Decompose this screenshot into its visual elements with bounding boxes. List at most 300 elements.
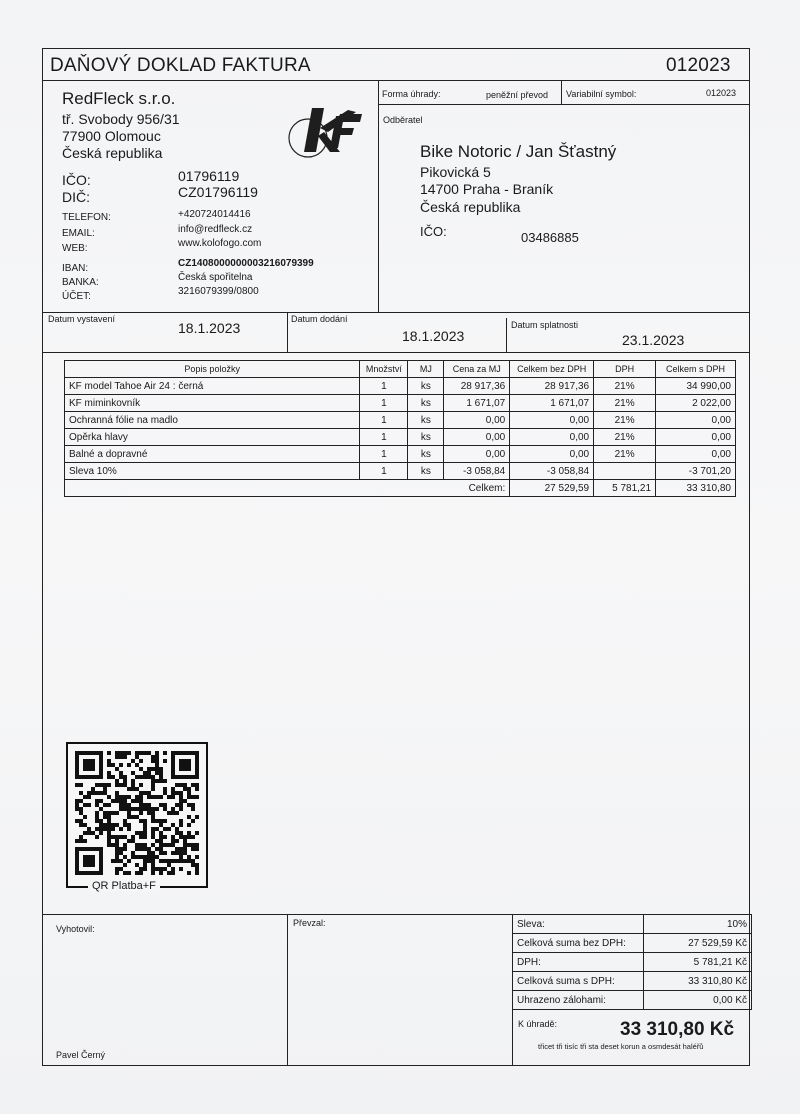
qr-module xyxy=(127,787,131,791)
item-unit: ks xyxy=(408,429,444,446)
qr-module xyxy=(175,847,179,851)
qr-module xyxy=(123,843,127,847)
qr-module xyxy=(119,859,123,863)
payment-method: peněžní převod xyxy=(486,90,549,100)
qr-module xyxy=(175,839,179,843)
qr-module xyxy=(103,791,107,795)
item-total-with-vat: -3 701,20 xyxy=(656,463,736,480)
qr-module xyxy=(183,799,187,803)
qr-module xyxy=(195,871,199,875)
header-total-with-vat: Celkem s DPH xyxy=(656,361,736,378)
qr-module xyxy=(127,795,131,799)
qr-module xyxy=(179,835,183,839)
qr-module xyxy=(143,831,147,835)
qr-module xyxy=(103,827,107,831)
qr-module xyxy=(147,791,151,795)
qr-module xyxy=(119,763,123,767)
qr-module xyxy=(183,783,187,787)
qr-module xyxy=(119,827,123,831)
qr-module xyxy=(151,831,155,835)
qr-module xyxy=(183,835,187,839)
summary-table xyxy=(512,914,752,1010)
qr-module xyxy=(159,831,163,835)
qr-module xyxy=(111,799,115,803)
qr-module xyxy=(187,843,191,847)
qr-module xyxy=(195,815,199,819)
seller-web: www.kolofogo.com xyxy=(178,238,262,249)
qr-module xyxy=(135,847,139,851)
qr-module xyxy=(147,847,151,851)
qr-module xyxy=(123,871,127,875)
qr-module xyxy=(139,855,143,859)
qr-module xyxy=(91,831,95,835)
qr-module xyxy=(123,847,127,851)
qr-module xyxy=(127,871,131,875)
qr-module xyxy=(95,799,99,803)
qr-module xyxy=(195,787,199,791)
item-total-with-vat: 0,00 xyxy=(656,412,736,429)
qr-module xyxy=(175,783,179,787)
qr-module xyxy=(99,819,103,823)
item-quantity: 1 xyxy=(360,429,408,446)
deposits-label: Uhrazeno zálohami: xyxy=(513,991,644,1010)
with-vat-label: Celková suma s DPH: xyxy=(513,972,644,991)
qr-module xyxy=(123,807,127,811)
seller-ico-label: IČO: xyxy=(62,172,91,188)
qr-module xyxy=(115,791,119,795)
qr-module xyxy=(147,751,151,755)
qr-module xyxy=(111,763,115,767)
qr-module xyxy=(107,823,111,827)
qr-module xyxy=(135,863,139,867)
qr-module xyxy=(123,799,127,803)
qr-module xyxy=(143,855,147,859)
qr-module xyxy=(135,775,139,779)
qr-module xyxy=(167,843,171,847)
qr-module xyxy=(119,775,123,779)
qr-module xyxy=(155,795,159,799)
qr-module xyxy=(95,811,99,815)
qr-module xyxy=(179,783,183,787)
to-pay-in-words: třicet tři tisíc tři sta deset korun a osmdesát haléřů xyxy=(538,1042,704,1051)
buyer-name: Bike Notoric / Jan Šťastný xyxy=(420,142,617,161)
qr-module xyxy=(99,799,103,803)
table-row xyxy=(65,463,736,480)
item-unit-price: -3 058,84 xyxy=(444,463,510,480)
qr-module xyxy=(107,843,111,847)
qr-module xyxy=(171,867,175,871)
item-unit: ks xyxy=(408,378,444,395)
qr-module xyxy=(99,827,103,831)
item-unit-price: 28 917,36 xyxy=(444,378,510,395)
item-unit-price: 1 671,07 xyxy=(444,395,510,412)
item-quantity: 1 xyxy=(360,463,408,480)
qr-module xyxy=(115,779,119,783)
qr-module xyxy=(187,795,191,799)
table-row xyxy=(65,429,736,446)
qr-module xyxy=(143,771,147,775)
qr-module xyxy=(107,815,111,819)
dates-bottom-divider xyxy=(42,352,750,353)
qr-module xyxy=(115,851,119,855)
qr-module xyxy=(123,835,127,839)
qr-module xyxy=(191,783,195,787)
qr-module xyxy=(111,823,115,827)
qr-module xyxy=(99,783,103,787)
header-unit-price: Cena za MJ xyxy=(444,361,510,378)
qr-module xyxy=(119,751,123,755)
item-description: Ochranná fólie na madlo xyxy=(65,412,360,429)
qr-module xyxy=(151,859,155,863)
qr-module xyxy=(139,783,143,787)
qr-module xyxy=(99,807,103,811)
qr-module xyxy=(139,751,143,755)
table-row xyxy=(65,412,736,429)
qr-module xyxy=(139,819,143,823)
qr-module xyxy=(107,763,111,767)
item-total-with-vat: 0,00 xyxy=(656,446,736,463)
items-total-vat: 5 781,21 xyxy=(594,480,656,497)
qr-module xyxy=(151,843,155,847)
qr-module xyxy=(171,807,175,811)
qr-module xyxy=(107,839,111,843)
qr-module xyxy=(163,851,167,855)
seller-email: info@redfleck.cz xyxy=(178,224,253,235)
qr-module xyxy=(151,851,155,855)
qr-module xyxy=(87,831,91,835)
qr-module xyxy=(131,771,135,775)
qr-module xyxy=(79,839,83,843)
item-total-without-vat: 0,00 xyxy=(510,446,594,463)
qr-module xyxy=(159,771,163,775)
qr-module xyxy=(187,835,191,839)
items-total-without-vat: 27 529,59 xyxy=(510,480,594,497)
qr-finder-center xyxy=(83,855,95,867)
item-description: Opěrka hlavy xyxy=(65,429,360,446)
company-logo xyxy=(286,104,366,162)
qr-module xyxy=(115,811,119,815)
item-total-without-vat: 0,00 xyxy=(510,429,594,446)
qr-module xyxy=(195,863,199,867)
header-description: Popis položky xyxy=(65,361,360,378)
buyer-city: 14700 Praha - Braník xyxy=(420,181,554,197)
qr-module xyxy=(163,867,167,871)
qr-module xyxy=(107,795,111,799)
qr-module xyxy=(127,839,131,843)
qr-module xyxy=(91,791,95,795)
qr-module xyxy=(103,787,107,791)
qr-module xyxy=(171,795,175,799)
qr-module xyxy=(163,759,167,763)
qr-module xyxy=(135,795,139,799)
qr-module xyxy=(127,823,131,827)
variable-symbol-label: Variabilní symbol: xyxy=(566,89,637,99)
qr-module xyxy=(103,783,107,787)
items-table xyxy=(64,360,736,497)
qr-module xyxy=(143,751,147,755)
item-total-with-vat: 0,00 xyxy=(656,429,736,446)
qr-module xyxy=(151,871,155,875)
qr-module xyxy=(191,843,195,847)
qr-module xyxy=(139,803,143,807)
qr-module xyxy=(159,795,163,799)
seller-bank-label: BANKA: xyxy=(62,277,99,288)
qr-module xyxy=(143,803,147,807)
qr-module xyxy=(111,835,115,839)
qr-module xyxy=(195,847,199,851)
qr-module xyxy=(87,827,91,831)
qr-module xyxy=(159,851,163,855)
qr-module xyxy=(171,843,175,847)
qr-module xyxy=(151,855,155,859)
table-row xyxy=(65,395,736,412)
qr-module xyxy=(139,799,143,803)
qr-module xyxy=(119,835,123,839)
qr-module xyxy=(111,811,115,815)
qr-module xyxy=(103,823,107,827)
qr-label: QR Platba+F xyxy=(88,880,160,892)
qr-module xyxy=(179,799,183,803)
qr-module xyxy=(155,771,159,775)
seller-phone-label: TELEFON: xyxy=(62,212,111,223)
qr-module xyxy=(163,835,167,839)
qr-module xyxy=(75,783,79,787)
qr-module xyxy=(143,775,147,779)
seller-city: 77900 Olomouc xyxy=(62,128,161,144)
qr-module xyxy=(79,799,83,803)
seller-web-label: WEB: xyxy=(62,243,88,254)
qr-module xyxy=(163,827,167,831)
qr-module xyxy=(167,859,171,863)
qr-finder-center xyxy=(179,759,191,771)
qr-module xyxy=(167,827,171,831)
qr-module xyxy=(83,831,87,835)
to-pay-value: 33 310,80 Kč xyxy=(620,1019,735,1040)
qr-module xyxy=(123,783,127,787)
header-vat: DPH xyxy=(594,361,656,378)
qr-module xyxy=(163,803,167,807)
qr-module xyxy=(139,835,143,839)
buyer-street: Pikovická 5 xyxy=(420,164,491,180)
qr-module xyxy=(87,795,91,799)
qr-module xyxy=(159,823,163,827)
qr-module xyxy=(151,835,155,839)
qr-module xyxy=(115,867,119,871)
qr-module xyxy=(195,843,199,847)
qr-module xyxy=(171,851,175,855)
seller-buyer-divider xyxy=(378,80,379,312)
document-title: DAŇOVÝ DOKLAD FAKTURA xyxy=(50,55,311,76)
qr-module xyxy=(191,863,195,867)
qr-module xyxy=(167,871,171,875)
qr-module xyxy=(83,823,87,827)
qr-module xyxy=(95,791,99,795)
qr-module xyxy=(195,867,199,871)
qr-module xyxy=(83,839,87,843)
qr-module xyxy=(131,783,135,787)
qr-module xyxy=(135,843,139,847)
qr-module xyxy=(91,787,95,791)
table-total-row xyxy=(65,480,736,497)
without-vat-value: 27 529,59 Kč xyxy=(644,934,752,953)
qr-module xyxy=(107,831,111,835)
payment-method-label: Forma úhrady: xyxy=(382,89,441,99)
qr-module xyxy=(167,811,171,815)
qr-module xyxy=(159,871,163,875)
seller-iban-label: IBAN: xyxy=(62,263,89,274)
item-description: Balné a dopravné xyxy=(65,446,360,463)
qr-module xyxy=(131,851,135,855)
due-date-label: Datum splatnosti xyxy=(511,320,579,330)
qr-module xyxy=(139,767,143,771)
to-pay-label: K úhradě: xyxy=(518,1019,558,1029)
item-unit: ks xyxy=(408,395,444,412)
qr-module xyxy=(123,855,127,859)
qr-module xyxy=(155,779,159,783)
qr-module xyxy=(151,863,155,867)
qr-module xyxy=(119,807,123,811)
qr-module xyxy=(123,755,127,759)
qr-module xyxy=(163,751,167,755)
qr-module xyxy=(151,755,155,759)
qr-code xyxy=(75,751,199,875)
qr-module xyxy=(155,847,159,851)
seller-dic-label: DIČ: xyxy=(62,189,90,205)
qr-module xyxy=(75,819,79,823)
qr-module xyxy=(143,819,147,823)
qr-module xyxy=(119,771,123,775)
qr-module xyxy=(143,835,147,839)
item-description: KF model Tahoe Air 24 : černá xyxy=(65,378,360,395)
qr-module xyxy=(159,779,163,783)
qr-module xyxy=(131,759,135,763)
qr-module xyxy=(79,823,83,827)
qr-module xyxy=(127,859,131,863)
qr-module xyxy=(159,767,163,771)
qr-module xyxy=(171,811,175,815)
qr-module xyxy=(107,775,111,779)
qr-module xyxy=(187,831,191,835)
qr-module xyxy=(171,859,175,863)
seller-iban: CZ1408000000003216079399 xyxy=(178,258,314,269)
qr-module xyxy=(159,859,163,863)
qr-module xyxy=(131,839,135,843)
qr-module xyxy=(163,859,167,863)
qr-module xyxy=(139,807,143,811)
buyer-ico: 03486885 xyxy=(521,230,579,245)
qr-module xyxy=(151,867,155,871)
qr-module xyxy=(115,843,119,847)
qr-module xyxy=(171,835,175,839)
vat-value: 5 781,21 Kč xyxy=(644,953,752,972)
qr-module xyxy=(175,811,179,815)
issued-by-name: Pavel Černý xyxy=(56,1050,106,1060)
summary-row xyxy=(513,972,752,991)
qr-module xyxy=(95,815,99,819)
item-description: KF miminkovník xyxy=(65,395,360,412)
qr-module xyxy=(179,819,183,823)
document-number: 012023 xyxy=(666,55,731,76)
item-description: Sleva 10% xyxy=(65,463,360,480)
qr-module xyxy=(119,783,123,787)
seller-account: 3216079399/0800 xyxy=(178,286,259,297)
buyer-country: Česká republika xyxy=(420,199,521,215)
qr-module xyxy=(139,791,143,795)
seller-email-label: EMAIL: xyxy=(62,228,95,239)
qr-module xyxy=(111,859,115,863)
item-total-with-vat: 2 022,00 xyxy=(656,395,736,412)
qr-module xyxy=(195,855,199,859)
qr-module xyxy=(155,767,159,771)
qr-module xyxy=(115,755,119,759)
item-vat xyxy=(594,463,656,480)
qr-module xyxy=(131,787,135,791)
qr-module xyxy=(163,843,167,847)
item-quantity: 1 xyxy=(360,446,408,463)
qr-module xyxy=(187,859,191,863)
qr-module xyxy=(115,839,119,843)
qr-module xyxy=(171,839,175,843)
qr-module xyxy=(115,847,119,851)
qr-module xyxy=(107,811,111,815)
qr-module xyxy=(95,783,99,787)
qr-module xyxy=(171,787,175,791)
qr-module xyxy=(115,799,119,803)
qr-module xyxy=(155,755,159,759)
qr-module xyxy=(163,779,167,783)
qr-module xyxy=(127,751,131,755)
items-header-row xyxy=(65,361,736,378)
qr-module xyxy=(131,855,135,859)
qr-module xyxy=(187,855,191,859)
qr-module xyxy=(183,847,187,851)
qr-module xyxy=(123,823,127,827)
qr-module xyxy=(143,859,147,863)
qr-module xyxy=(127,815,131,819)
qr-module xyxy=(79,819,83,823)
qr-module xyxy=(147,803,151,807)
qr-module xyxy=(147,807,151,811)
qr-module xyxy=(191,803,195,807)
discount-label: Sleva: xyxy=(513,915,644,934)
qr-module xyxy=(107,771,111,775)
qr-module xyxy=(191,847,195,851)
qr-module xyxy=(151,775,155,779)
qr-module xyxy=(143,827,147,831)
qr-module xyxy=(79,811,83,815)
qr-module xyxy=(159,839,163,843)
qr-module xyxy=(179,847,183,851)
qr-module xyxy=(131,799,135,803)
qr-module xyxy=(135,807,139,811)
qr-module xyxy=(103,803,107,807)
qr-module xyxy=(127,827,131,831)
items-total-with-vat: 33 310,80 xyxy=(656,480,736,497)
qr-module xyxy=(83,803,87,807)
qr-module xyxy=(111,775,115,779)
qr-module xyxy=(155,807,159,811)
qr-module xyxy=(187,815,191,819)
qr-module xyxy=(83,795,87,799)
qr-module xyxy=(115,859,119,863)
qr-module xyxy=(151,787,155,791)
vat-label: DPH: xyxy=(513,953,644,972)
qr-module xyxy=(131,807,135,811)
qr-module xyxy=(75,803,79,807)
qr-module xyxy=(135,755,139,759)
qr-module xyxy=(135,799,139,803)
qr-module xyxy=(107,751,111,755)
